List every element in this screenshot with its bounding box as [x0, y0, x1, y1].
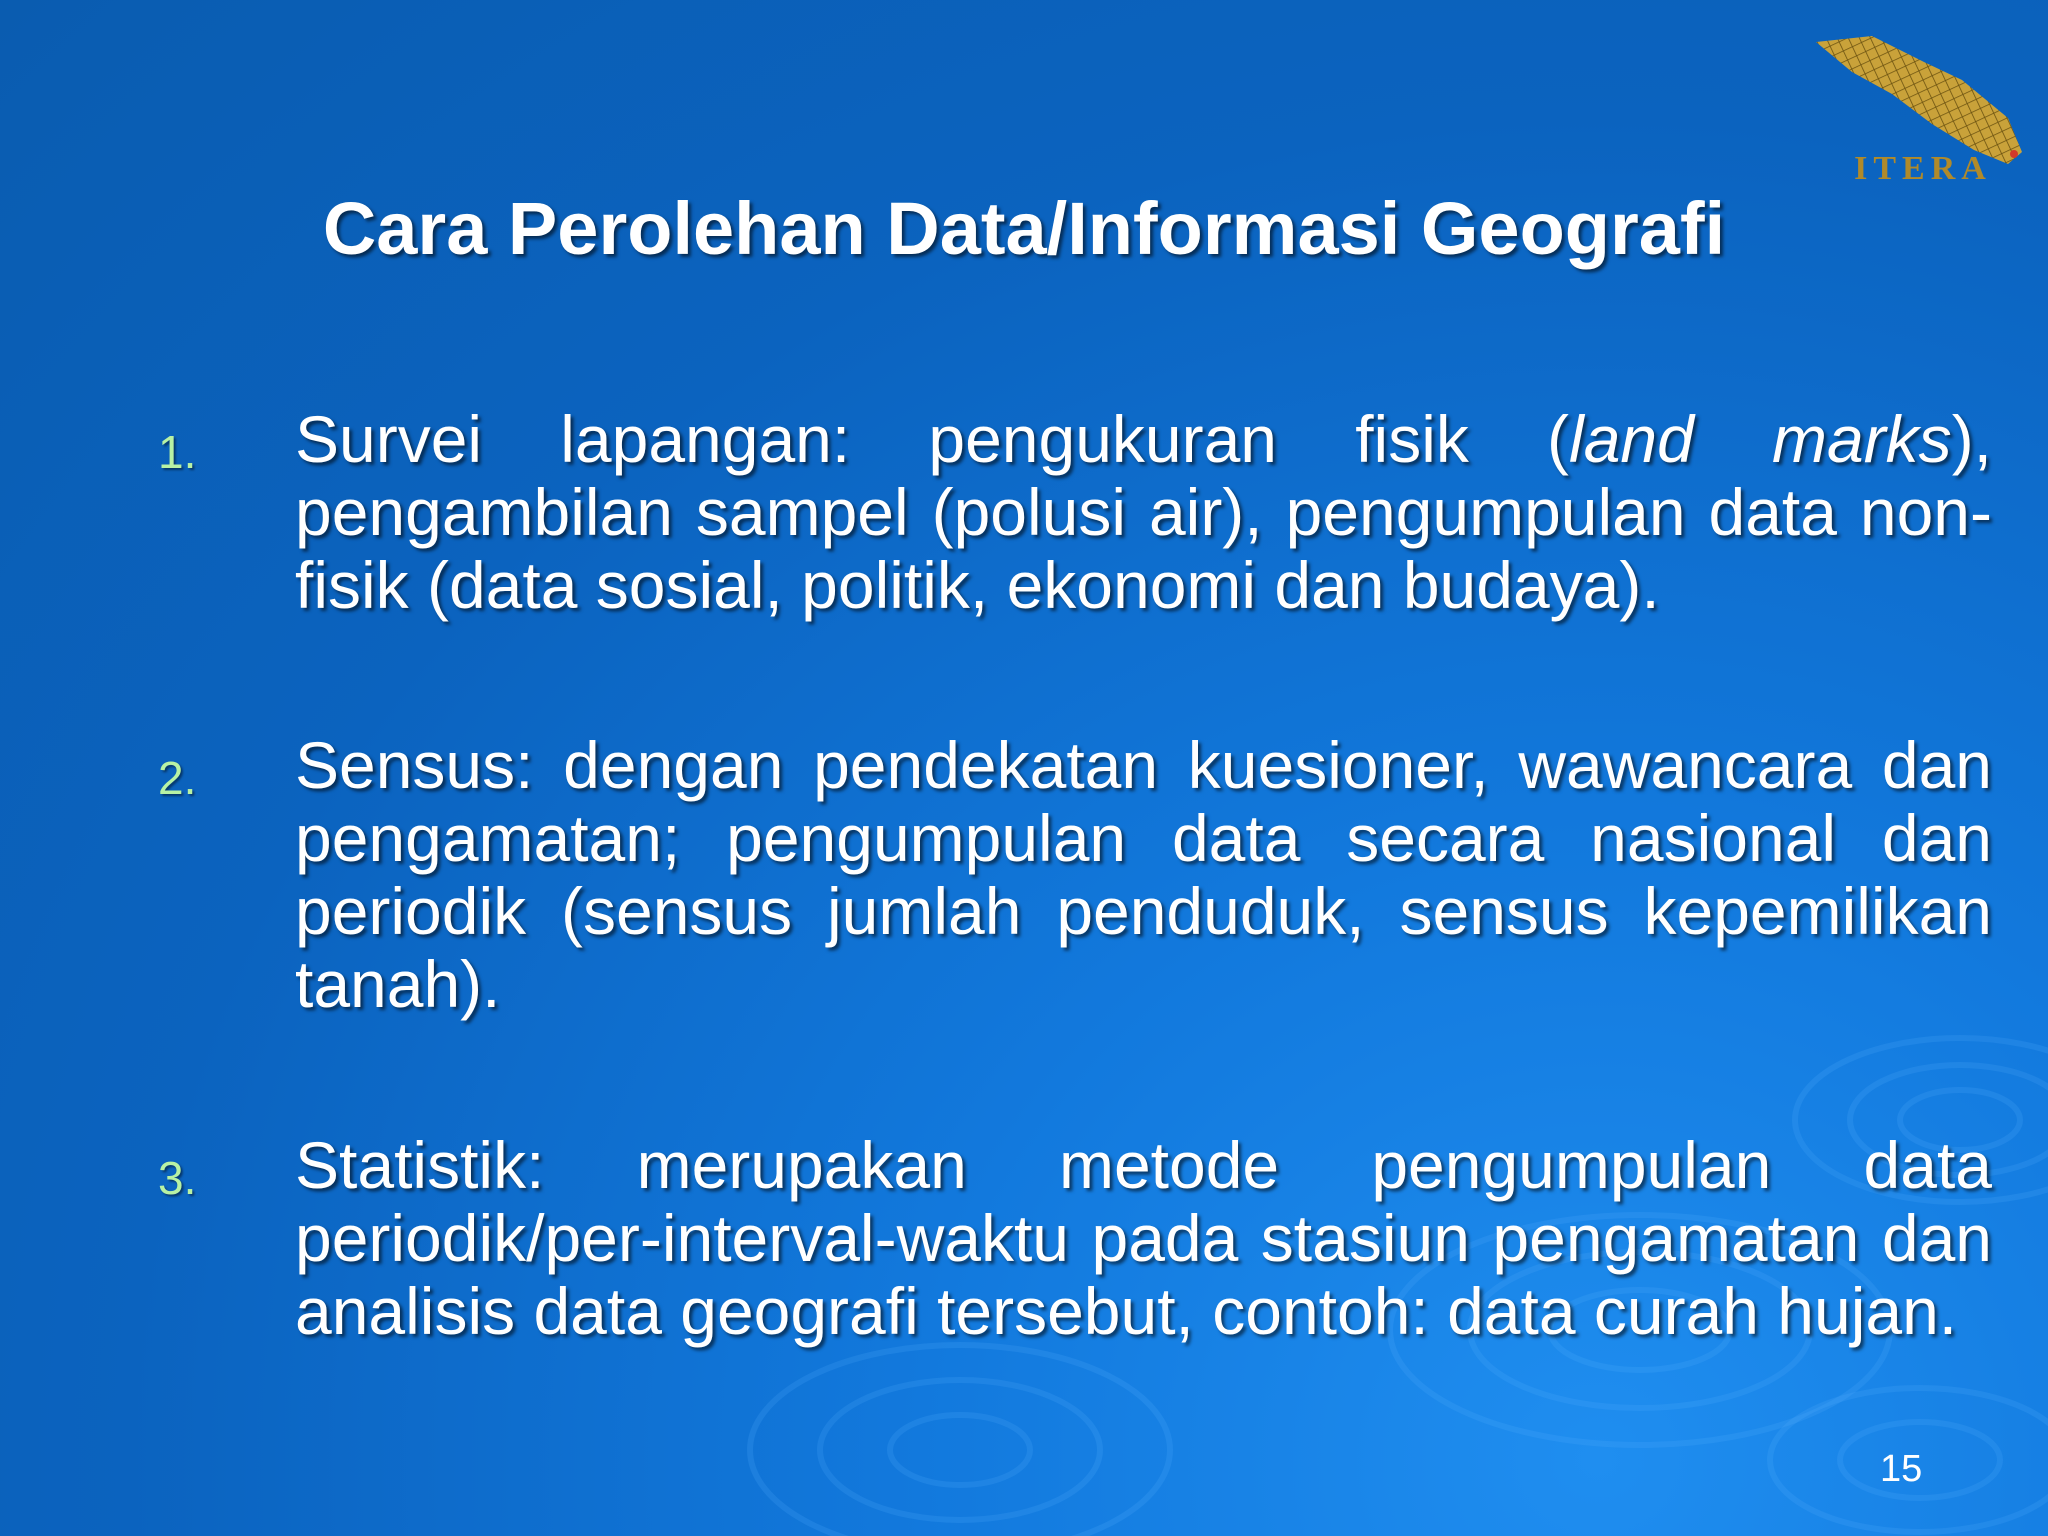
list-item-text: Survei lapangan: pengukuran fisik (land marks), pengambilan sampel (polusi air), pengumpulan data non-fisik (data sosial, politik, ekonomi dan budaya).	[295, 402, 1993, 622]
list-number: 3.	[158, 1152, 197, 1204]
italic-term: land marks	[1569, 402, 1952, 476]
list-item-text: Sensus: dengan pendekatan kuesioner, wawancara dan pengamatan; pengumpulan data secara nasional dan periodik (sensus jumlah penduduk, sensus kepemilikan tanah).	[295, 728, 1992, 1021]
itera-logo-text: ITERA	[1854, 150, 1992, 187]
list-item-text: Statistik: merupakan metode pengumpulan data periodik/per-interval-waktu pada stasiun pengamatan dan analisis data geografi tersebut, contoh: data curah hujan.	[295, 1128, 1992, 1348]
slide-title: Cara Perolehan Data/Informasi Geografi	[322, 187, 1726, 270]
list-number: 1.	[158, 426, 197, 478]
slide-page-number: 15	[1880, 1448, 1923, 1490]
list-number: 2.	[158, 752, 197, 804]
